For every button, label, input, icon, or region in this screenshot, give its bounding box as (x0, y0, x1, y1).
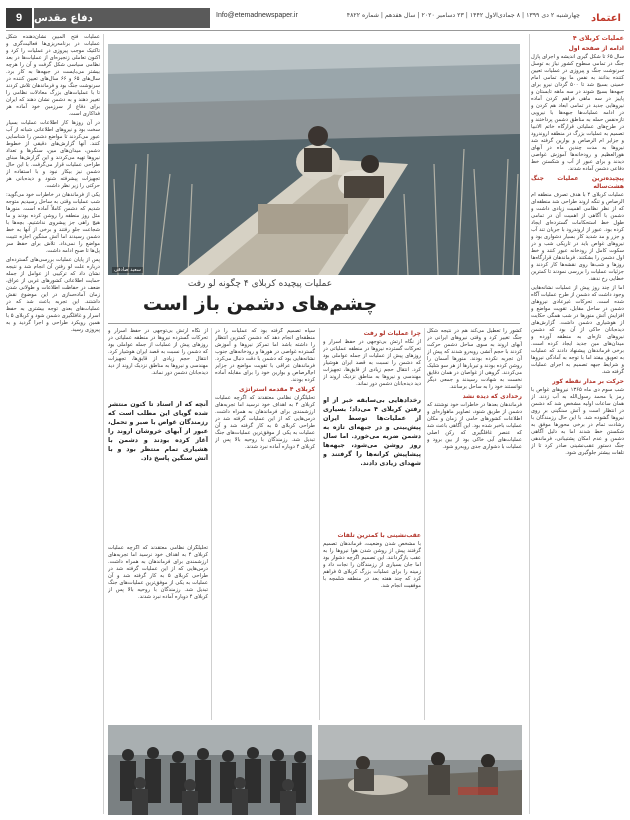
paragraph: اما از چند روز پیش از عملیات نشانه‌هایی وجود داشت که دشمن از طرح عملیات آگاه شده است. تحرکات غیرعادی نیروهای دشمن در ساحل مقابل، تقویت مواضع و افزایش آتش منورها در شب همگی حکایت از هوشیاری دشمن داشت. گزارش‌های دیده‌بانان حاکی از آن بود که دشمن نیروهای تازه‌ای به منطقه آورده و میدان‌های مین جدید ایجاد کرده است. برخی فرماندهان پیشنهاد دادند که عملیات به تعویق بیفتد اما با توجه به آمادگی نیروها و شرایط جبهه تصمیم به اجرای عملیات گرفته شد. (531, 285, 624, 375)
paragraph: از نگاه ارتش بی‌توجهی در حفظ اسرار و تحرکات گسترده نیروها در منطقه عملیاتی در روزهای پیش از عملیات از جمله عواملی بود که دشمن را نسبت به قصد ایران هوشیار کرد. انتقال حجم زیادی از قایق‌ها، تجهیزات مهندسی و نیروها به مناطق نزدیک اروند از دید دیده‌بانان دشمن دور نماند. (108, 328, 208, 376)
photo-credit: سعید صادقی (114, 267, 141, 273)
left-column (6, 34, 100, 814)
headline-kicker: عملیات پیچیده کربلای ۴ چگونه لو رفت (187, 279, 333, 289)
middle-column-c (215, 328, 315, 720)
headline-rule (108, 323, 520, 324)
paragraph: پس از پایان عملیات بررسی‌های گسترده‌ای درباره علت لو رفتن آن انجام شد و نتیجه نشان داد که ترکیبی از عوامل از جمله حمایت اطلاعاتی کشورهای غربی از عراق، ضعف در حفاظت اطلاعات و طولانی شدن زمان آماده‌سازی در این موضوع نقش داشتند. این تجربه باعث شد که در عملیات‌های بعدی توجه بیشتری به حفظ اسرار و غافلگیری دشمن شود و کربلای ۵ با همین رویکرد طراحی و اجرا گردید و به پیروزی رسید. (6, 257, 100, 333)
contact-email[interactable]: Info@etemadnewspaper.ir (216, 12, 298, 19)
paragraph: عملیات کربلای ۴ با هدف تصرف منطقه ام الرصاص و تنگه اروند طراحی شد منطقه‌ای که از نظر نظامی اهمیت زیادی داشت و دشمن با آگاهی از اهمیت آن در تمامی طول خط استحکامات گسترده‌ای ایجاد کرده بود. عبور از اروندرود با جریان تند آب و جزر و مد شدید کار بسیار دشواری بود و نیروهای غواص باید در تاریکی شب و در سکوت کامل از رودخانه عبور کنند و خط اول دشمن را بشکنند. فرماندهان قرارگاه‌ها روزها و شب‌ها روی نقشه‌ها کار کردند و جزئیات عملیات را بررسی نمودند تا کمترین خطایی رخ ندهد. (531, 192, 624, 282)
subheading: حرکت بر مدار نقطه کور (552, 378, 624, 385)
paragraph: سال ۶۵ تا شکل گیری اندیشه و اجرای پازل جنگ در تمامی سطوح کشور نیاز به توسل سرنوشت جنگ و پیروزی در عملیات تعیین کننده بدانند به نفس ما بود تمامی امام خمینی بسیج شد تا ۵۰۰ گردان نیرو برای جبهه‌ها بسیج شوند در سه ماهه تابستان و پاییز در سه ماهی فراهم کردن آماده نیروهایی جدید در تمامی ابعاد هم کردن و در ادامه عملیات‌ها جبهه‌ها با نیرویی تازه‌نفس حمله به مناطق دشمن پرداختند و در طرح‌های عملیاتی قرارگاه خاتم الانبیا تصمیم به عملیات بزرگ در منطقه اروندرود و جزایر ام الرصاص و بوارین گرفته شد نیروها به مدت چندین ماه در آبهای هورالعظیم و رودخانه‌ها آموزش غواصی دیدند و برای عبور از آب و شکستن خط دفاعی دشمن آماده شدند. (531, 54, 624, 172)
page-header (6, 8, 624, 28)
subheading: کربلای ۴ مقدمه استراتژی (238, 386, 315, 393)
subheading: ادامه از صفحه اول (568, 45, 624, 52)
page-number: 9 (6, 8, 32, 28)
subheading: رخدادی که دیده نشد (462, 393, 522, 400)
main-photo-boat-soldiers (108, 44, 520, 275)
subheading: عقب‌نشینی با کمترین تلفات (337, 532, 421, 539)
middle-column-b (323, 530, 421, 720)
pull-quote-b: آنچه که از اسناد تا کنون منتشر شده گویای این مطلب است که رزمندگان غواص با صبر و تحمل، عبور از آبهای خروشان اروند را آغاز کرده بودند و دشمن با هشیاری تمام منتظر بود و با آتش سنگین پاسخ داد. (108, 401, 208, 462)
paragraph: در آن روزها کار اطلاعات عملیات بسیار سخت بود و نیروهای اطلاعاتی شبانه از آب عبور می‌کردند تا مواضع دشمن را شناسایی کنند. آنها گزارش‌های دقیقی از خطوط دشمن، میدان‌های مین، سنگرها و تعداد نیروها تهیه می‌کردند و این گزارش‌ها مبنای طراحی عملیات قرار می‌گرفت. با این حال دشمن نیز بیکار نبود و با استفاده از تجهیزات پیشرفته شنود و دیده‌بانی هر حرکتی را زیر نظر داشت. (6, 120, 100, 189)
column-divider (424, 328, 425, 720)
pull-quote-a: رخدادهایی بی‌سابقه خبر از او رفتن کربلای ۴ می‌داد؛ بسیاری از عملیات‌ها توسط ایران پیش‌بینی و در جبهه‌ای تازه به دشمن ضربه می‌خورد. اما سال روز روشن می‌شود، جبهه‌ها پیشاپیش کرانه‌ها را گرفتند و شهدای زیادی دادند. (323, 397, 421, 467)
column-tag: عملیات کربلای ۴ (572, 35, 624, 42)
header-rule (6, 30, 624, 31)
subheading: پیچیده‌ترین عملیات جنگ هشت‌ساله (531, 175, 624, 190)
middle-column-a (427, 328, 522, 720)
paragraph: سپاه تصمیم گرفته بود که عملیات را در منطقه‌ای انجام دهد که دشمن کمترین انتظار را داشته باشد اما تمرکز نیروها و آموزش گسترده غواصی در هورها و رودخانه‌های جنوب نشانه‌هایی بود که دشمن با دقت دنبال می‌کرد. فرماندهان عراقی با تقویت مواضع در جزایر ام‌الرصاص و بوارین خود را برای مقابله آماده کرده بودند. (215, 328, 315, 383)
right-column (531, 34, 624, 814)
paragraph: عملیات فتح المبین نشان‌دهنده شکل عملیات در برنامه‌ریزی‌ها فعالیت‌گری و تاکتیک موجب پیروزی در عملیات را کرد و اکنون تعاملی زنجیره‌ای از عملیات‌ها در بعد نظامی سیاسی شکل گرفت و آن را هرچه بیشتر می‌بایست در جبهه‌ها به کار برد. سال‌های ۶۵ و ۶۶ سال‌های تعیین کننده در سرنوشت جنگ بود و فرماندهان تلاش کردند تا با عملیات‌های بزرگ معادلات نظامی را تغییر دهند و به دشمن نشان دهند که ایران برای دفاع از سرزمین خود آماده هر فداکاری است. (6, 34, 100, 117)
photo-field-wounded (318, 725, 522, 815)
paragraph: یکی از فرماندهان در خاطرات خود می‌گوید: شب عملیات وقتی به ساحل رسیدیم متوجه شدیم که دشمن کاملاً آماده است. منورها مثل روز منطقه را روشن کرده بودند و ما هیچ راهی جز پیشروی نداشتیم. بچه‌ها با شجاعت جلو رفتند و برخی از آنها به خط دشمن رسیدند اما آتش سنگین اجازه تثبیت مواضع را نمی‌داد. تلاش برای حفظ سر پل‌ها تا صبح ادامه داشت. (6, 192, 100, 254)
middle-column-d (108, 545, 208, 720)
column-divider (319, 328, 320, 720)
photo-illustration (108, 44, 520, 275)
newspaper-logo: اعتماد (591, 12, 621, 24)
photo-illustration (318, 725, 522, 815)
column-divider (529, 34, 530, 814)
paragraph: تحلیلگران نظامی معتقدند که اگرچه عملیات کربلای ۴ به اهداف خود نرسید اما تجربه‌های ارزشمندی برای فرماندهان به همراه داشت. درس‌هایی که از این عملیات گرفته شد در طراحی کربلای ۵ به کار گرفته شد و آن عملیات به یکی از موفق‌ترین عملیات‌های جنگ تبدیل شد. رزمندگان با روحیه بالا پس از کربلای ۴ دوباره آماده نبرد شدند. (108, 545, 208, 600)
paragraph: فرماندهان بعدها در خاطرات خود نوشتند که دشمن از طریق شنود، تصاویر ماهواره‌ای و اطلاعات کشورهای حامی از زمان و مکان عملیات باخبر شده بود. این آگاهی باعث شد که عنصر غافلگیری که رکن اصلی عملیات‌های آبی خاکی بود از بین برود و عملیات با دشواری جدی روبه‌رو شود. (427, 402, 522, 450)
subheading: چرا عملیات لو رفت (363, 330, 421, 337)
paragraph: با مشخص شدن وضعیت، فرماندهان تصمیم گرفتند پیش از روشن شدن هوا نیروها را به عقب بازگردانند. این تصمیم اگرچه دشوار بود اما جان بسیاری از رزمندگان را نجات داد و زمینه را برای عملیات بزرگ کربلای ۵ فراهم کرد که چند هفته بعد در منطقه شلمچه با موفقیت انجام شد. (323, 541, 421, 589)
paragraph: کشور را تعطیل می‌کند هم در نتیجه شکل جنگ تغییر کرد و وقتی نیروهای ایرانی در آبهای اروند به سوی ساحل دشمن حرکت کردند با حجم آتشی روبه‌رو شدند که پیش از آن تجربه نکرده بودند. منورها آسمان را روشن کرده بودند و تیربارها از هر سو شلیک می‌کردند. گروهی از غواصان در همان دقایق نخست به شهادت رسیدند و جمعی دیگر توانستند خود را به ساحل برسانند. (427, 328, 522, 390)
photo-group-of-soldiers (108, 725, 312, 815)
paragraph: از نگاه ارتش بی‌توجهی در حفظ اسرار و تحرکات گسترده نیروها در منطقه عملیاتی در روزهای پیش از عملیات از جمله عواملی بود که دشمن را نسبت به قصد ایران هوشیار کرد. انتقال حجم زیادی از قایق‌ها، تجهیزات مهندسی و نیروها به مناطق نزدیک اروند از دید دیده‌بانان دشمن دور نماند. (323, 339, 421, 387)
middle-column-b-top (323, 328, 421, 394)
photo-illustration (108, 725, 312, 815)
headline: چشم‌های دشمن باز است (142, 293, 378, 315)
issue-date-line: چهارشنبه ۲ دی ۱۳۹۹ | ۸ جمادی‌الاول ۱۴۴۲ | ۲۳ دسامبر ۲۰۲۰ | سال هفدهم | شماره ۴۸۲۲ (346, 12, 580, 19)
section-title: دفاع مقدس (34, 8, 210, 28)
column-divider (103, 34, 104, 814)
middle-column-d-top (108, 328, 208, 398)
paragraph: شب سوم دی ماه ۱۳۶۵ نیروهای غواص با رمز یا محمد رسول‌الله به آب زدند. از همان ساعات اولیه مشخص شد که دشمن در انتظار است و آتش سنگینی بر روی نیروها گشوده شد. با این حال رزمندگان با رشادت تمام در برخی محورها موفق به شکستن خط شدند اما به دلیل آگاهی دشمن و عدم امکان پشتیبانی، فرماندهی جنگ دستور عقب‌نشینی صادر کرد تا از تلفات بیشتر جلوگیری شود. (531, 387, 624, 456)
paragraph: تحلیلگران نظامی معتقدند که اگرچه عملیات کربلای ۴ به اهداف خود نرسید اما تجربه‌های ارزشمندی برای فرماندهان به همراه داشت. درس‌هایی که از این عملیات گرفته شد در طراحی کربلای ۵ به کار گرفته شد و آن عملیات به یکی از موفق‌ترین عملیات‌های جنگ تبدیل شد. رزمندگان با روحیه بالا پس از کربلای ۴ دوباره آماده نبرد شدند. (215, 395, 315, 450)
column-divider (211, 328, 212, 720)
